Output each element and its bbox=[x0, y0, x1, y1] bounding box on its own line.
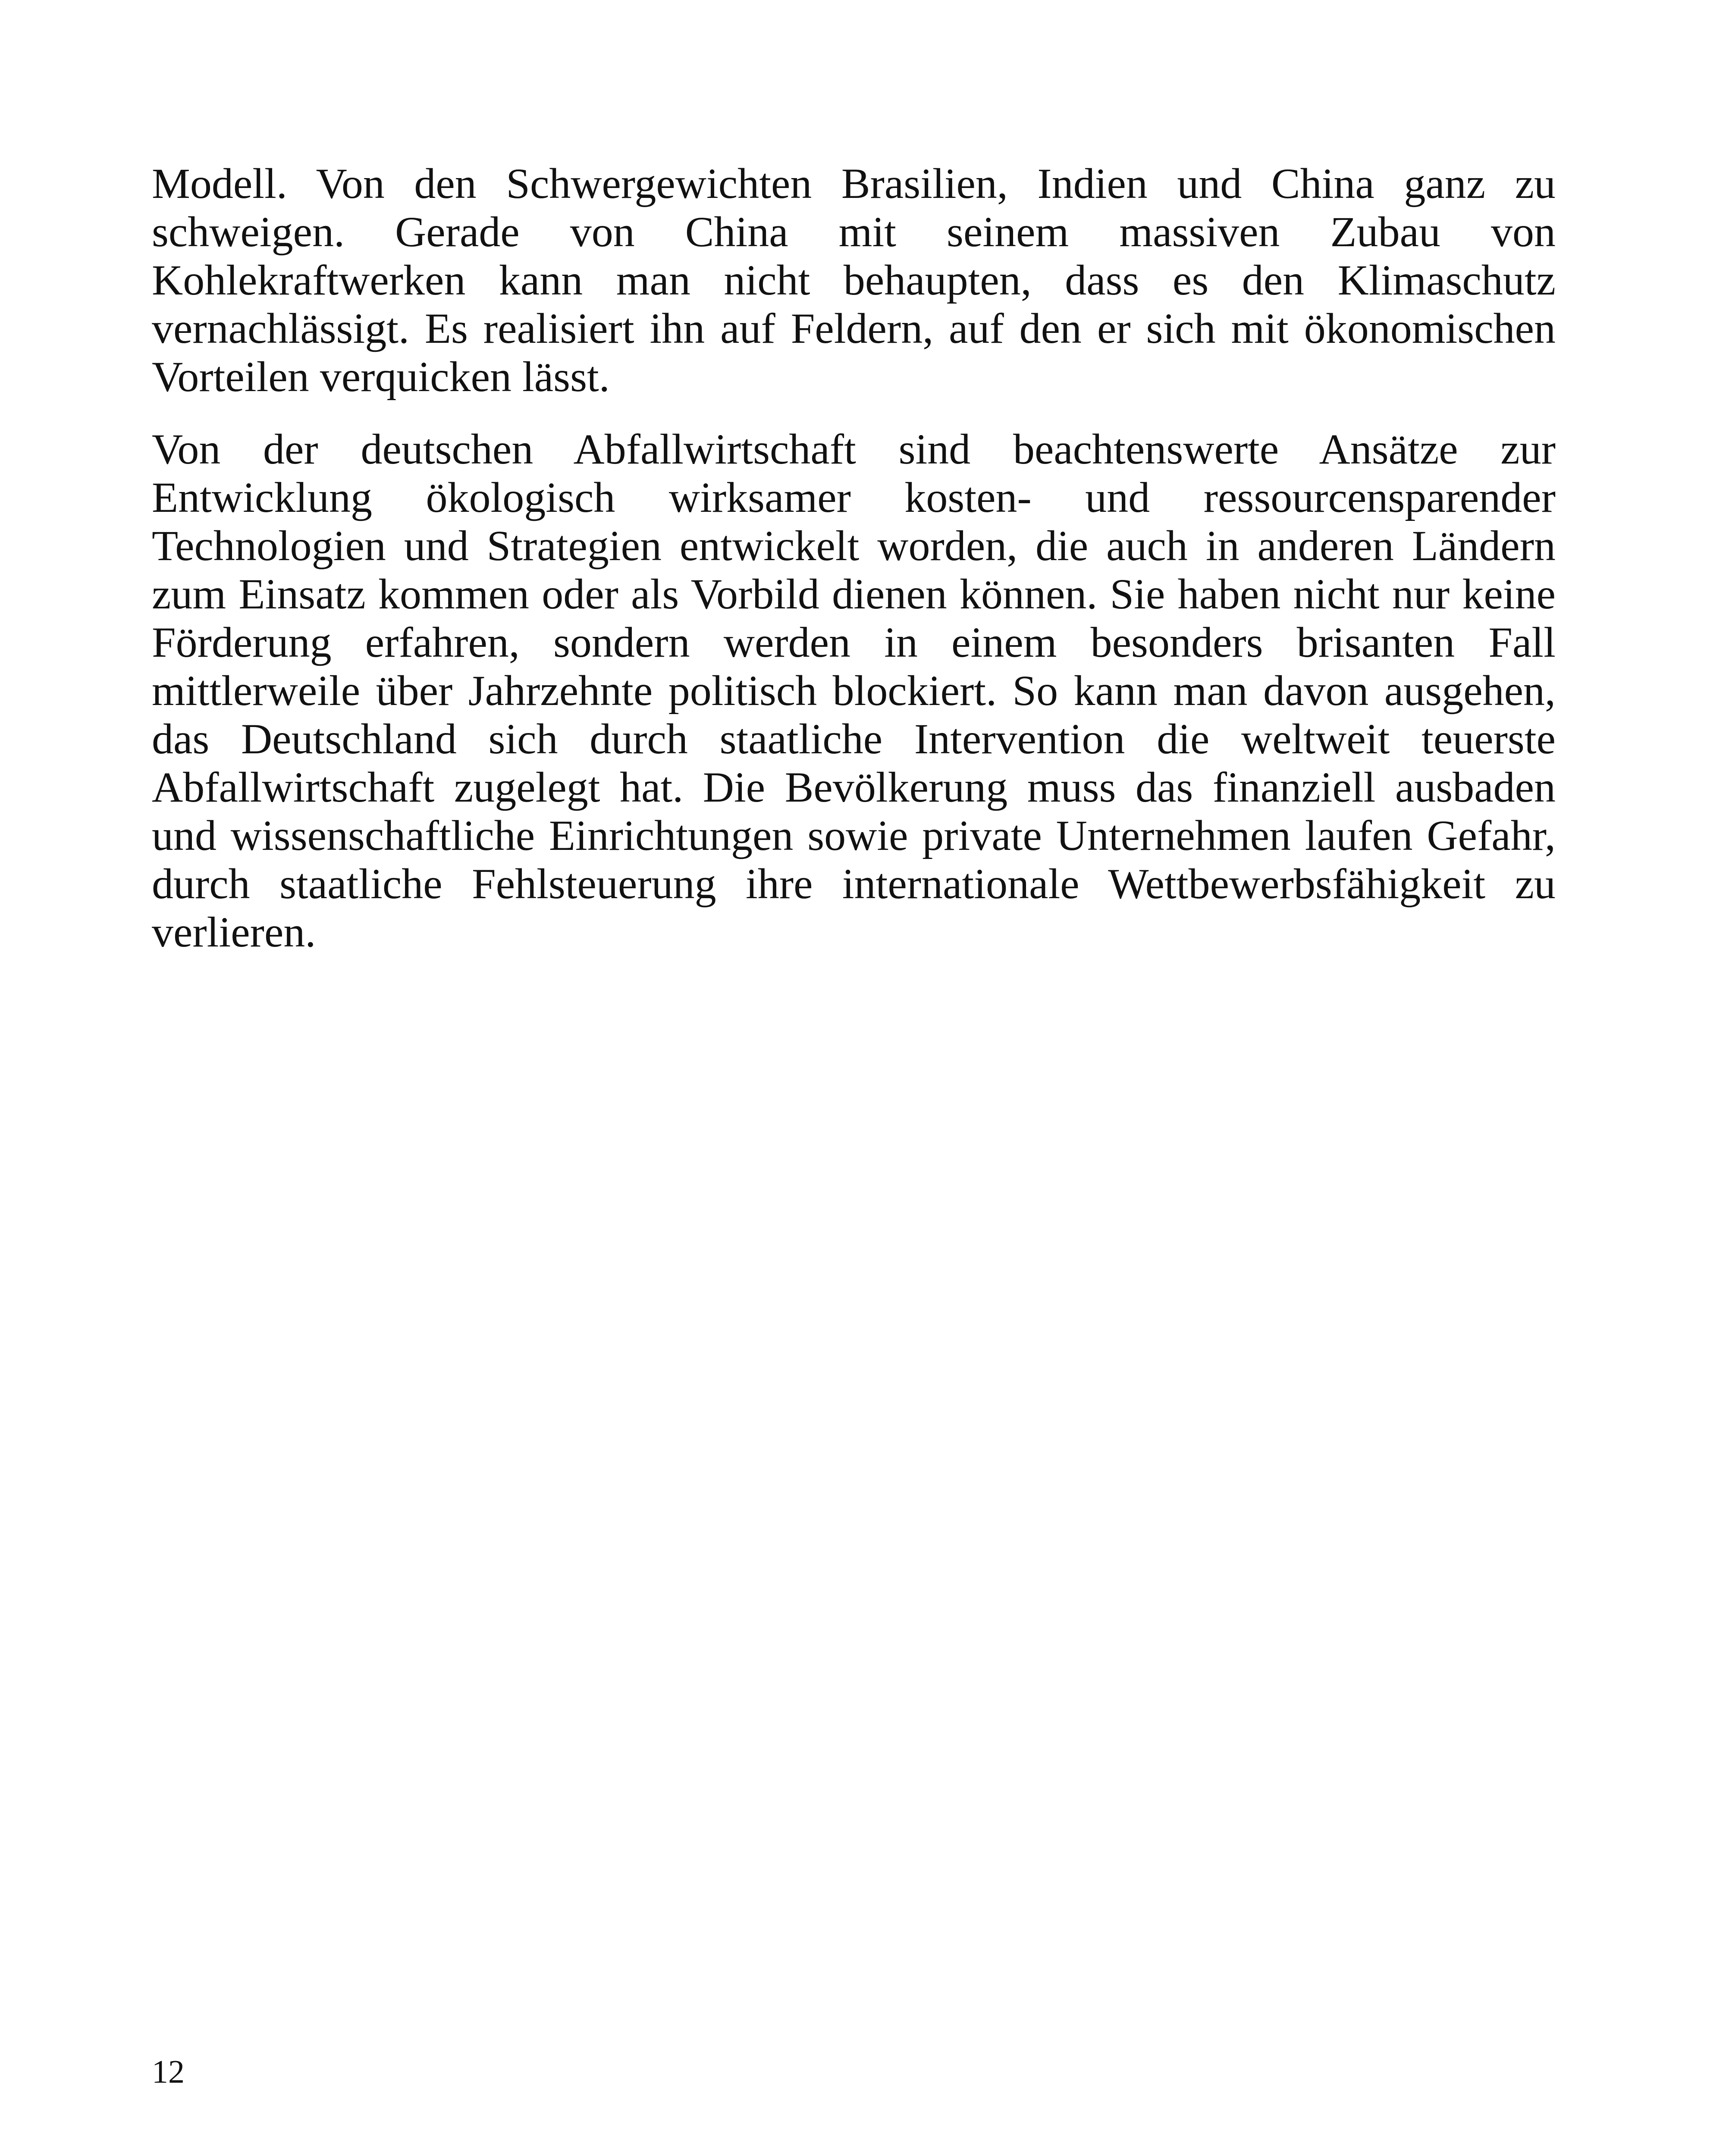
text-line: Modell. Von den Schwergewichten Brasilien, Indien und China ganz zu bbox=[152, 160, 1556, 207]
page-number: 12 bbox=[152, 2054, 185, 2090]
text-line: Kohlekraftwerken kann man nicht behaupten, dass es den Klimaschutz bbox=[152, 256, 1556, 304]
paragraph-2 bbox=[152, 425, 1556, 956]
text-line: schweigen. Gerade von China mit seinem massiven Zubau von bbox=[152, 208, 1556, 256]
text-line: zum Einsatz kommen oder als Vorbild dienen können. Sie haben nicht nur keine bbox=[152, 570, 1556, 618]
text-line: mittlerweile über Jahrzehnte politisch blockiert. So kann man davon ausgehen, bbox=[152, 667, 1556, 714]
text-line: Förderung erfahren, sondern werden in einem besonders brisanten Fall bbox=[152, 618, 1556, 666]
text-line: Vorteilen verquicken lässt. bbox=[152, 353, 610, 401]
text-line: durch staatliche Fehlsteuerung ihre internationale Wettbewerbsfähigkeit zu bbox=[152, 860, 1556, 908]
text-line: das Deutschland sich durch staatliche Intervention die weltweit teuerste bbox=[152, 715, 1556, 763]
body-text bbox=[152, 160, 1556, 981]
text-line: Technologien und Strategien entwickelt worden, die auch in anderen Ländern bbox=[152, 522, 1556, 570]
text-line: Entwicklung ökologisch wirksamer kosten- und ressourcensparender bbox=[152, 473, 1556, 521]
text-line: und wissenschaftliche Einrichtungen sowie private Unternehmen laufen Gefahr, bbox=[152, 812, 1556, 859]
text-line: Von der deutschen Abfallwirtschaft sind beachtenswerte Ansätze zur bbox=[152, 425, 1556, 473]
text-line: Abfallwirtschaft zugelegt hat. Die Bevölkerung muss das finanziell ausbaden bbox=[152, 763, 1556, 811]
text-line: vernachlässigt. Es realisiert ihn auf Feldern, auf den er sich mit ökonomischen bbox=[152, 304, 1556, 352]
text-line: verlieren. bbox=[152, 908, 316, 956]
paragraph-1 bbox=[152, 160, 1556, 401]
